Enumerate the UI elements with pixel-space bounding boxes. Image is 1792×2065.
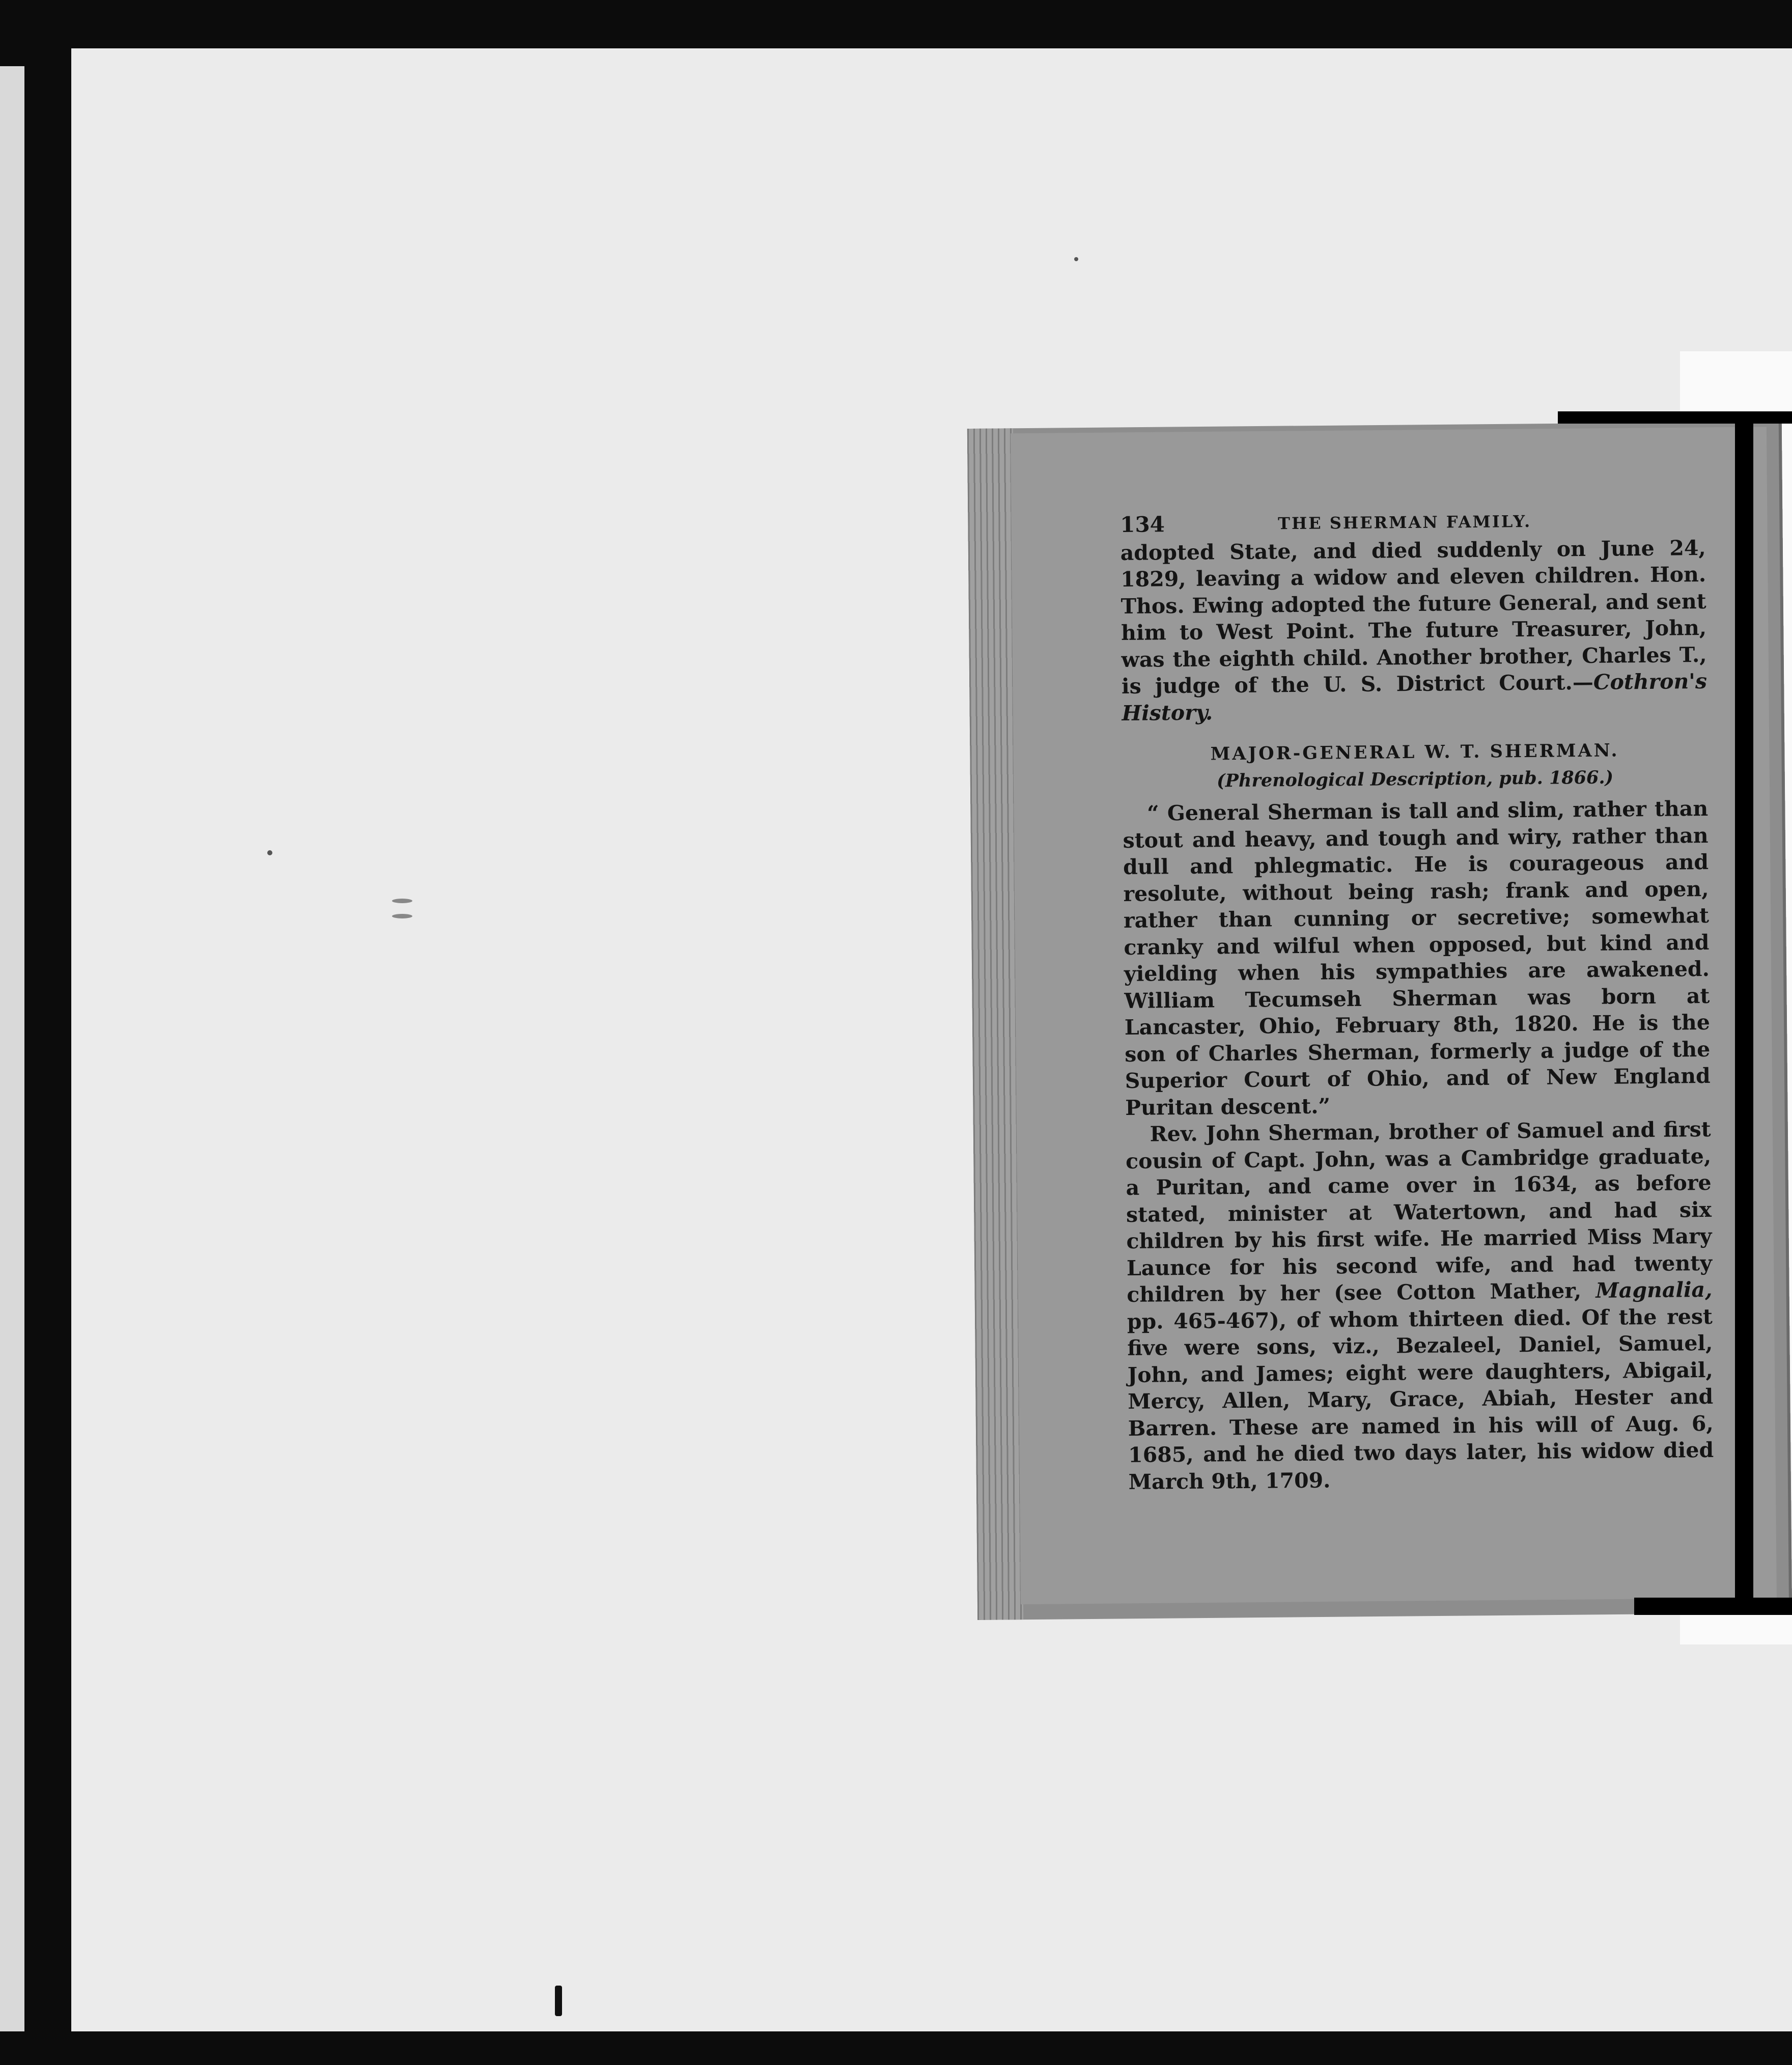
clip-bar-right [1735,411,1753,1613]
citation: Cothron's History. [1122,668,1707,725]
section-heading: MAJOR-GENERAL W. T. SHERMAN. [1210,740,1619,765]
final-paragraph-part2: pp. 465-467), of whom thirteen died. Of the rest five were sons, viz., Bezaleel, Daniel, Samuel, John, and James; eight were daughters, Abigail, Mercy, Allen, Mary, Grace, Abiah, Hester and Barren. These are named in his will of Aug. 6, 1685, and he died two days later, his widow died March 9th, 1709. [1127,1304,1714,1494]
section-subheading: (Phrenological Description, pub. 1866.) [1216,767,1614,791]
book-title: Magnalia, [1595,1277,1713,1303]
film-border-top [0,0,1792,48]
page-number: 134 [1120,512,1165,537]
final-paragraph [1125,1116,1714,1495]
running-head [1120,507,1705,539]
film-border-left-strip [0,66,24,2065]
dust-speck [555,1986,562,2016]
clip-bar-bottom [1634,1598,1792,1615]
dust-speck [1074,257,1078,261]
dust-speck [267,850,272,855]
opening-paragraph-text: adopted State, and died suddenly on June 24, 1829, leaving a widow and eleven children. Hon. Thos. Ewing adopted the future General, and sent him to West Point. The future Treasurer, John, was the eighth child. Another brother, Charles T., is judge of the U. S. District Court.— [1120,535,1707,699]
dust-speck [392,899,412,903]
final-paragraph-part1: Rev. John Sherman, brother of Samuel and first cousin of Capt. John, was a Cambridge graduate, a Puritan, and came over in 1634, as before stated, minister at Watertown, and had six children by his first wife. He married Miss Mary Launce for his second wife, and had twenty children by her (see Cotton Mather, [1125,1117,1713,1307]
clip-bar-top [1558,411,1792,424]
page-text [1120,507,1714,1495]
running-title: THE SHERMAN FAMILY. [1278,511,1532,534]
quote-paragraph: “ General Sherman is tall and slim, rather than stout and heavy, and tough and wiry, rather than dull and phlegmatic. He is courageous and resolute, without being rash; frank and open, rather than cunning or secretive; somewhat cranky and wilful when opposed, but kind and yielding when his sympathies are awakened. William Tecumseh Sherman was born at Lancaster, Ohio, February 8th, 1820. He is the son of Charles Sherman, formerly a judge of the Superior Court of Ohio, and of New England Puritan descent.” [1123,796,1711,1120]
opening-paragraph [1120,534,1707,727]
film-border-bottom [0,2031,1792,2065]
dust-speck [392,914,412,918]
